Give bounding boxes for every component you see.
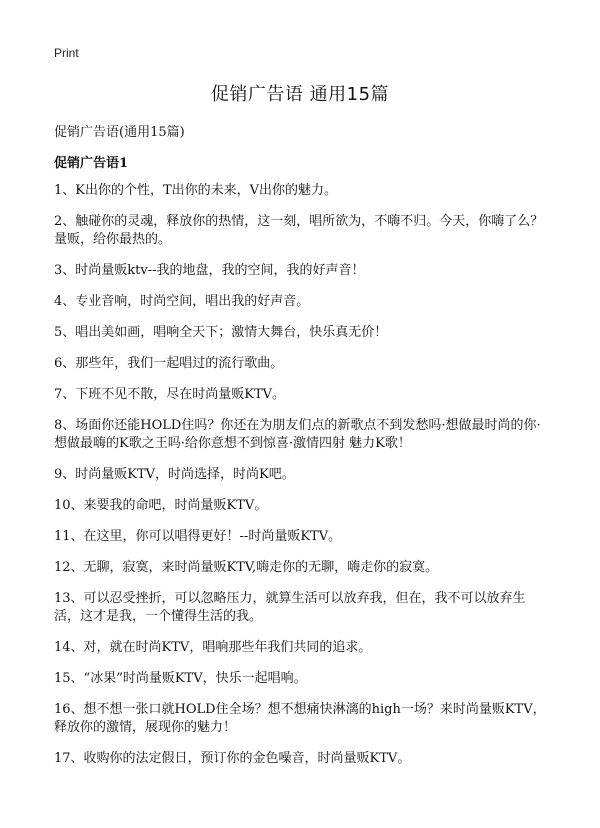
- slogan-item: 16、想不想一张口就HOLD住全场？想不想痛快淋漓的high一场？来时尚量贩KTV，释放你的激情，展现你的魅力！: [54, 702, 546, 735]
- slogan-item: 13、可以忍受挫折，可以忽略压力，就算生活可以放弃我，但在，我不可以放弃生活，这才是我，一个懂得生活的我。: [54, 591, 526, 624]
- slogan-item: 3、时尚量贩ktv--我的地盘，我的空间，我的好声音！: [54, 263, 365, 278]
- document-subtitle: 促销广告语(通用15篇): [54, 125, 185, 140]
- slogan-item: 17、收购你的法定假日，预订你的金色噪音，时尚量贩KTV。: [54, 751, 411, 766]
- slogan-item: 8、场面你还能HOLD住吗？你还在为朋友们点的新歌点不到发愁吗·想做最时尚的你·想做最嗨的K歌之王吗·给你意想不到惊喜·激情四射 魅力K歌！: [54, 418, 541, 451]
- slogan-item: 1、K出你的个性，T出你的未来，V出你的魅力。: [54, 183, 338, 198]
- slogan-item: 7、下班不见不散，尽在时尚量贩KTV。: [54, 387, 286, 402]
- document-title: 促销广告语 通用15篇: [210, 84, 390, 105]
- slogan-item: 4、专业音响，时尚空间，唱出我的好声音。: [54, 294, 310, 309]
- print-link[interactable]: Print: [54, 46, 79, 60]
- slogan-item: 5、唱出美如画，唱响全天下；激情大舞台，快乐真无价！: [54, 325, 388, 340]
- slogan-item: 12、无聊，寂寞，来时尚量贩KTV,嗨走你的无聊，嗨走你的寂寞。: [54, 560, 439, 575]
- slogan-item: 11、在这里，你可以唱得更好！--时尚量贩KTV。: [54, 529, 342, 544]
- slogan-list: [54, 182, 550, 781]
- slogan-item: 15、“冰果”时尚量贩KTV，快乐一起唱响。: [54, 671, 307, 686]
- slogan-item: 6、那些年，我们一起唱过的流行歌曲。: [54, 356, 284, 371]
- section-heading: 促销广告语1: [54, 156, 129, 171]
- slogan-item: 2、触碰你的灵魂，释放你的热情，这一刻，唱所欲为，不嗨不归。今天，你嗨了么？量贩，给你最热的。: [54, 214, 544, 247]
- slogan-item: 10、来要我的命吧，时尚量贩KTV。: [54, 498, 268, 513]
- slogan-item: 9、时尚量贩KTV，时尚选择，时尚K吧。: [54, 467, 295, 482]
- slogan-item: 14、对，就在时尚KTV，唱响那些年我们共同的追求。: [54, 640, 372, 655]
